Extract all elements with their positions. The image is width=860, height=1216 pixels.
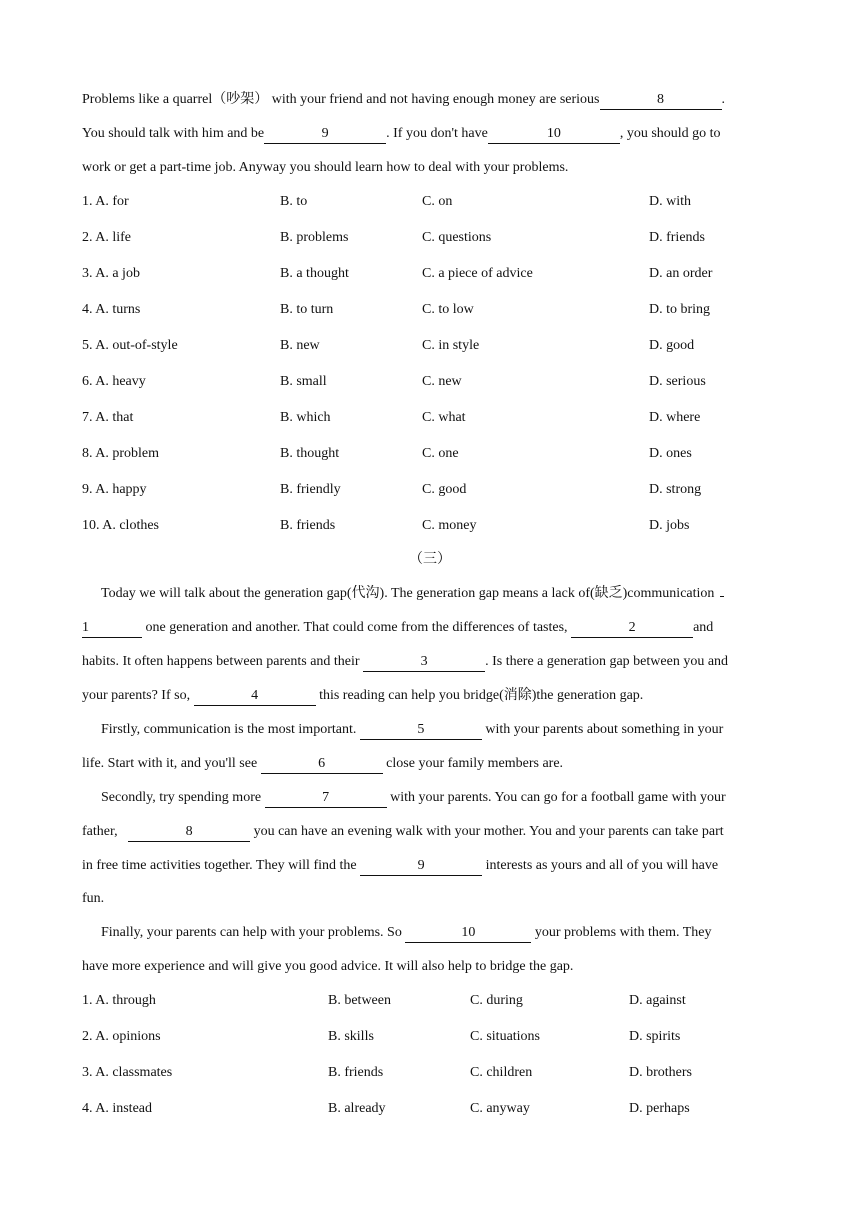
answer-option-b[interactable]: B. between [328,993,391,1008]
answer-option-b[interactable]: B. to [280,194,308,209]
answer-option-a[interactable]: 5. A. out-of-style [82,338,178,353]
question-row [0,336,860,356]
answer-option-d[interactable]: D. against [629,993,686,1008]
blank-10[interactable]: 10 [405,925,531,943]
blank-8[interactable]: 8 [600,92,722,110]
passage-text: . [721,92,725,107]
answer-option-a[interactable]: 4. A. instead [82,1101,152,1116]
question-row [0,228,860,248]
answer-option-a[interactable]: 2. A. opinions [82,1029,161,1044]
answer-option-b[interactable]: B. problems [280,230,349,245]
answer-option-c[interactable]: C. what [422,410,466,425]
blank-9[interactable]: 9 [264,126,386,144]
answer-option-a[interactable]: 8. A. problem [82,446,159,461]
passage3-line-9 [82,856,718,876]
question-row [0,192,860,212]
passage-text: this reading can help you bridge(消除)the generation gap. [319,688,644,703]
answer-option-d[interactable]: D. strong [649,482,702,497]
answer-option-a[interactable]: 3. A. classmates [82,1065,173,1080]
passage-text: in free time activities together. They will find the [82,858,357,873]
answer-option-c[interactable]: C. new [422,374,462,389]
passage2-line-1 [82,90,725,110]
passage3-line-3 [82,652,728,672]
answer-option-a[interactable]: 3. A. a job [82,266,140,281]
answer-option-a[interactable]: 10. A. clothes [82,518,159,533]
answer-option-a[interactable]: 2. A. life [82,230,131,245]
answer-option-d[interactable]: D. perhaps [629,1101,690,1116]
answer-option-d[interactable]: D. friends [649,230,705,245]
answer-option-b[interactable]: B. skills [328,1029,374,1044]
blank-2[interactable]: 2 [571,620,693,638]
answer-option-b[interactable]: B. thought [280,446,340,461]
answer-option-c[interactable]: C. anyway [470,1101,530,1116]
answer-option-c[interactable]: C. during [470,993,523,1008]
passage3-line-6 [82,754,563,774]
passage-text: with your parents. You can go for a football game with your [390,790,726,805]
passage3-line-5 [101,720,723,740]
passage-text: Problems like a quarrel（吵架） with your friend and not having enough money are serious [82,92,600,107]
passage-text: close your family members are. [386,756,564,771]
passage-text: you can have an evening walk with your mother. You and your parents can take part [253,824,724,839]
answer-option-b[interactable]: B. small [280,374,327,389]
answer-option-a[interactable]: 1. A. for [82,194,129,209]
blank-3[interactable]: 3 [363,654,485,672]
passage-text: Firstly, communication is the most important. [101,722,357,737]
blank-7[interactable]: 7 [265,790,387,808]
answer-option-b[interactable]: B. a thought [280,266,349,281]
answer-option-c[interactable]: C. one [422,446,459,461]
answer-option-d[interactable]: D. good [649,338,695,353]
answer-option-b[interactable]: B. to turn [280,302,334,317]
passage-text: . If you don't have [386,126,488,141]
answer-option-c[interactable]: C. situations [470,1029,541,1044]
passage2-line-2 [82,124,721,144]
passage-text: life. Start with it, and you'll see [82,756,258,771]
answer-option-a[interactable]: 1. A. through [82,993,156,1008]
question-row [0,991,860,1011]
passage3-line-8 [82,822,724,842]
passage2-line-3: work or get a part-time job. Anyway you should learn how to deal with your problems. [82,160,569,175]
question-row [0,408,860,428]
answer-option-a[interactable]: 7. A. that [82,410,134,425]
passage-text: and [693,620,714,635]
answer-option-c[interactable]: C. money [422,518,477,533]
answer-option-c[interactable]: C. to low [422,302,474,317]
passage-text: your parents? If so, [82,688,191,703]
passage-text: Today we will talk about the generation gap(代沟). The generation gap means a lack of(缺乏)communication [101,586,715,601]
passage-text: habits. It often happens between parents and their [82,654,360,669]
question-row [0,1099,860,1119]
passage-text: Secondly, try spending more [101,790,262,805]
blank-6[interactable]: 6 [261,756,383,774]
answer-option-b[interactable]: B. already [328,1101,386,1116]
blank-8[interactable]: 8 [128,824,250,842]
question-row [0,444,860,464]
question-row [0,300,860,320]
answer-option-d[interactable]: D. to bring [649,302,711,317]
answer-option-c[interactable]: C. questions [422,230,492,245]
question-row [0,1063,860,1083]
blank-1[interactable]: 1 [82,620,142,638]
passage-text: You should talk with him and be [82,126,265,141]
passage3-line-12: have more experience and will give you good advice. It will also help to bridge the gap. [82,959,574,974]
passage-text: father, [82,824,118,839]
passage3-line-4 [82,686,643,706]
question-row [0,480,860,500]
passage3-line-11 [101,923,712,943]
answer-option-d[interactable]: D. an order [649,266,713,281]
passage-text: , you should go to [619,126,721,141]
question-row [0,372,860,392]
blank-10[interactable]: 10 [488,126,620,144]
question-row [0,516,860,536]
answer-option-d[interactable]: D. spirits [629,1029,681,1044]
passage-text: your problems with them. They [534,925,712,940]
answer-option-c[interactable]: C. children [470,1065,533,1080]
blank-5[interactable]: 5 [360,722,482,740]
answer-option-b[interactable]: B. new [280,338,320,353]
question-row [0,264,860,284]
passage-text: with your parents about something in your [485,722,724,737]
answer-option-a[interactable]: 4. A. turns [82,302,141,317]
passage-text: . Is there a generation gap between you and [485,654,729,669]
answer-option-c[interactable]: C. good [422,482,467,497]
blank-9[interactable]: 9 [360,858,482,876]
passage-text: interests as yours and all of you will have [485,858,719,873]
answer-option-d[interactable]: D. brothers [629,1065,692,1080]
blank-1-start [720,584,724,597]
answer-option-d[interactable]: D. ones [649,446,692,461]
passage3-line-2 [82,618,713,638]
answer-option-b[interactable]: B. friendly [280,482,341,497]
answer-option-b[interactable]: B. which [280,410,331,425]
passage3-line-1 [101,584,724,604]
section-title: （三） [409,552,451,567]
answer-option-a[interactable]: 9. A. happy [82,482,147,497]
question-row [0,1027,860,1047]
answer-option-c[interactable]: C. a piece of advice [422,266,533,281]
answer-option-d[interactable]: D. where [649,410,701,425]
answer-option-d[interactable]: D. serious [649,374,706,389]
passage-text: one generation and another. That could come from the differences of tastes, [145,620,568,635]
answer-option-d[interactable]: D. jobs [649,518,690,533]
passage3-line-7 [101,788,726,808]
passage-text: Finally, your parents can help with your problems. So [101,925,402,940]
blank-4[interactable]: 4 [194,688,316,706]
answer-option-c[interactable]: C. on [422,194,453,209]
answer-option-b[interactable]: B. friends [328,1065,384,1080]
answer-option-a[interactable]: 6. A. heavy [82,374,146,389]
answer-option-d[interactable]: D. with [649,194,691,209]
answer-option-b[interactable]: B. friends [280,518,336,533]
passage3-line-10: fun. [82,891,105,906]
answer-option-c[interactable]: C. in style [422,338,480,353]
